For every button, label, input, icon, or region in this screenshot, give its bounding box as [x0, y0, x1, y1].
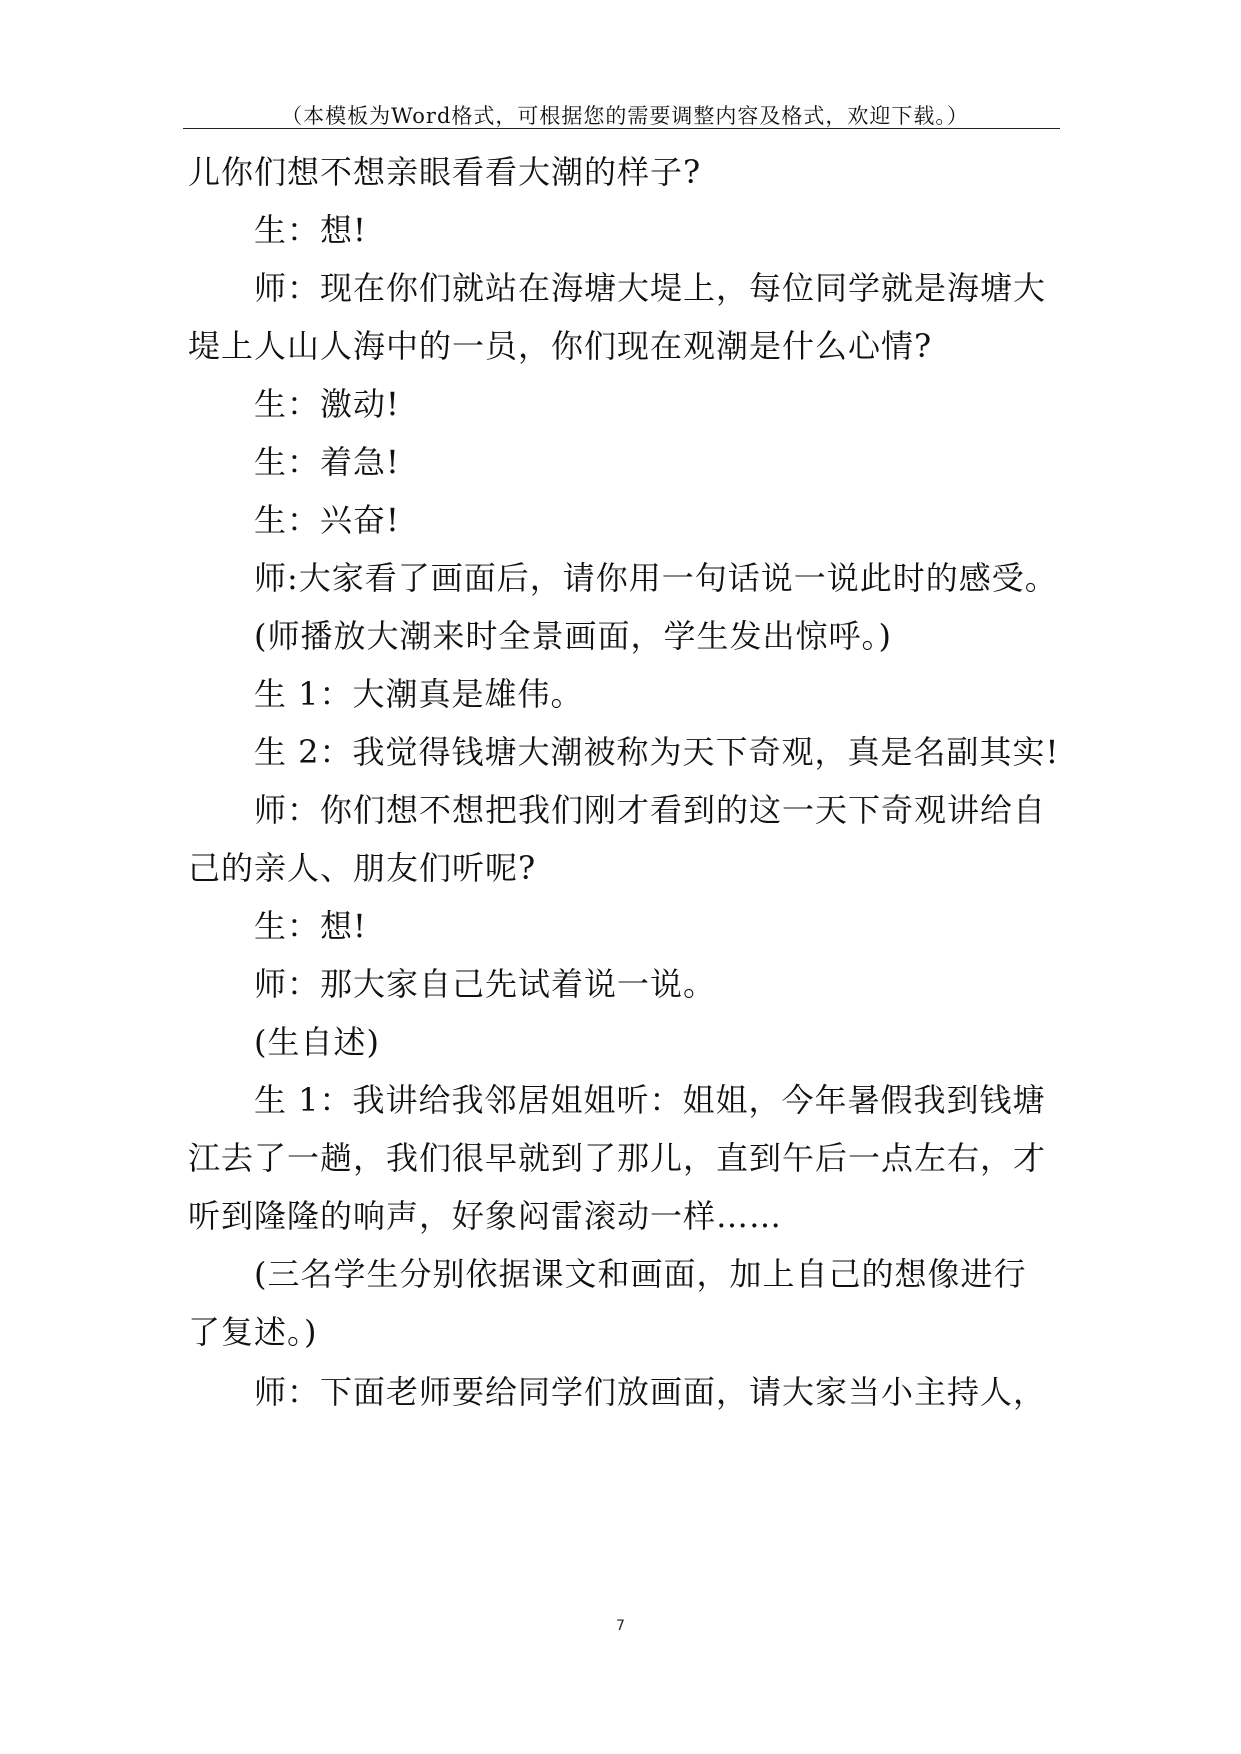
body-line: 了复述。)	[188, 1313, 318, 1351]
body-line: 师：你们想不想把我们刚才看到的这一天下奇观讲给自	[254, 791, 1047, 829]
body-line: 生：着急!	[254, 443, 400, 481]
body-line: (三名学生分别依据课文和画面，加上自己的想像进行	[254, 1255, 1027, 1293]
body-line: 生：想!	[254, 907, 367, 945]
body-line: 师:大家看了画面后，请你用一句话说一说此时的感受。	[254, 559, 1058, 597]
body-line: 生 2：我觉得钱塘大潮被称为天下奇观，真是名副其实!	[254, 733, 1060, 771]
body-line: 堤上人山人海中的一员，你们现在观潮是什么心情?	[188, 327, 933, 365]
page-number: 7	[616, 1618, 625, 1634]
body-line: 师：那大家自己先试着说一说。	[254, 965, 717, 1003]
body-line: 生 1：我讲给我邻居姐姐听：姐姐，今年暑假我到钱塘	[254, 1081, 1046, 1119]
header-rule	[183, 128, 1060, 129]
body-line: 生：激动!	[254, 385, 400, 423]
page-header: （本模板为Word格式，可根据您的需要调整内容及格式，欢迎下载。）	[281, 104, 969, 128]
body-line: 师：下面老师要给同学们放画面，请大家当小主持人，	[254, 1373, 1047, 1411]
body-line: 儿你们想不想亲眼看看大潮的样子?	[188, 153, 702, 191]
body-line: 生 1：大潮真是雄伟。	[254, 675, 584, 713]
body-line: (师播放大潮来时全景画面，学生发出惊呼。)	[254, 617, 892, 655]
body-line: 师：现在你们就站在海塘大堤上，每位同学就是海塘大	[254, 269, 1047, 307]
body-line: 己的亲人、朋友们听呢?	[188, 849, 537, 887]
body-line: 生：兴奋!	[254, 501, 400, 539]
body-line: 生：想!	[254, 211, 367, 249]
body-line: 江去了一趟，我们很早就到了那儿，直到午后一点左右，才	[188, 1139, 1047, 1177]
body-line: (生自述)	[254, 1023, 380, 1061]
body-line: 听到隆隆的响声，好象闷雷滚动一样……	[188, 1197, 783, 1235]
